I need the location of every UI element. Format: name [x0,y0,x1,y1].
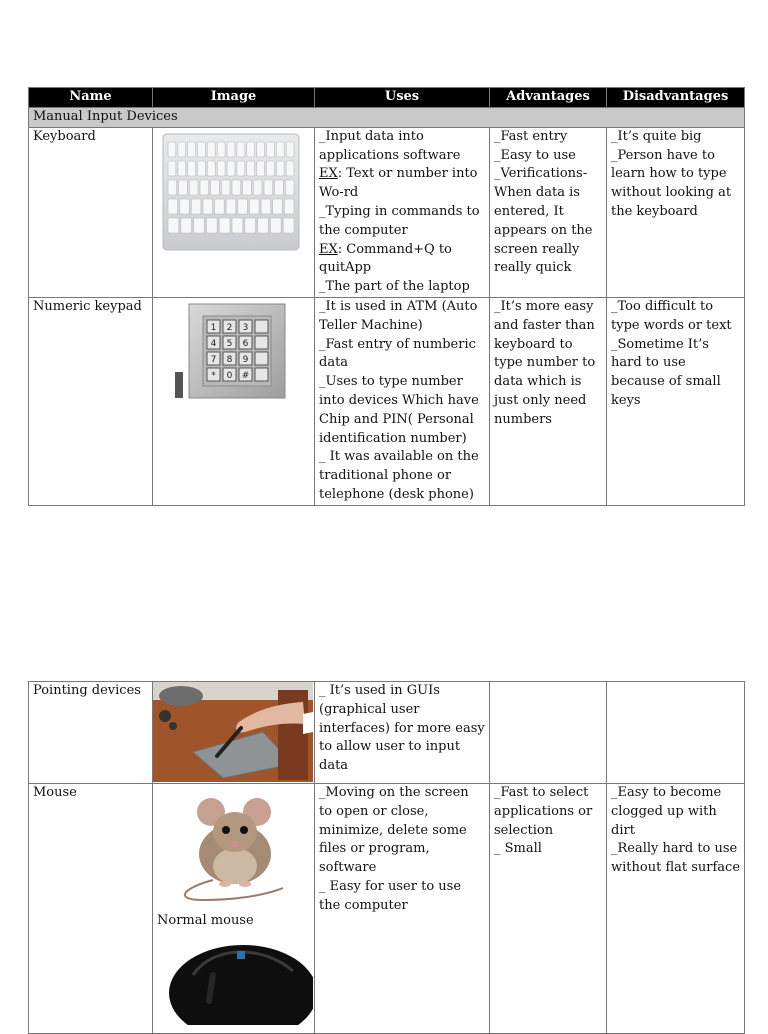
keypad-key-label: 9 [242,354,249,365]
advantage-line: _Fast entry [494,128,568,144]
advantage-line: _ Small [494,841,542,857]
keyboard-key [188,161,196,176]
header-uses: Uses [315,88,490,108]
keyboard-key [188,142,196,157]
keyboard-key [227,142,235,157]
keyboard-image [153,128,313,258]
keyboard-image-cell [153,127,315,297]
keypad-image-cell [153,297,315,505]
ex-label: EX [319,166,338,182]
keypad-key-label: 1 [210,322,217,333]
disadvantages-cell [607,682,745,784]
disadvantage-line: _Really hard to use without flat surface [611,841,741,876]
keyboard-key [257,161,265,176]
keyboard-key [168,218,179,233]
use-line: _The part of the laptop [319,279,470,295]
keyboard-key [276,161,284,176]
keyboard-key [191,199,201,214]
keyboard-key [232,180,241,195]
keyboard-key [273,199,283,214]
use-text: : Text or number into Wo-rd [319,166,478,201]
keyboard-key [275,180,284,195]
advantages-cell [490,784,607,1034]
image-caption: Normal mouse [157,913,254,928]
keyboard-key [258,218,269,233]
keypad-key-label: * [211,370,216,381]
keyboard-key [168,161,176,176]
header-image: Image [153,88,315,108]
row-name: Pointing devices [29,682,153,784]
use-line: _ Easy for user to use the computer [319,878,462,913]
table-row-numeric-keypad [29,297,745,505]
keypad-key [255,336,268,349]
advantages-cell [490,127,607,297]
keyboard-key [211,180,220,195]
keypad-key [255,352,268,365]
keyboard-key [237,142,245,157]
keyboard-key [168,142,176,157]
keyboard-key [179,180,188,195]
keyboard-key [226,199,236,214]
advantage-line: _Fast to select applications or selection [494,785,593,838]
keyboard-key [232,218,243,233]
keyboard-key [219,218,230,233]
keyboard-key [221,180,230,195]
category-label: Manual Input Devices [29,108,745,128]
keyboard-key [286,161,294,176]
keypad-key [255,368,268,381]
keyboard-key [215,199,225,214]
keyboard-key [178,142,186,157]
use-line: _ It’s used in GUIs (graphical user interfaces) for more easy to allow user to input data [319,683,485,774]
keypad-key-label: 8 [226,354,233,365]
keyboard-key [238,199,248,214]
use-line: _Typing in commands to the computer [319,203,480,238]
keyboard-key [249,199,259,214]
disadvantage-line: _Too difficult to type words or text [611,298,732,333]
keypad-key-label: 0 [226,370,233,381]
uses-cell [315,297,490,505]
disadvantage-line: _Person have to learn how to type without looking at the keyboard [611,147,732,219]
use-line [319,241,485,279]
keyboard-key [243,180,252,195]
advantage-line: _Verifications- When data is entered, It appears on the screen really really quick [494,166,593,276]
disadvantage-line: _Easy to become clogged up with dirt [611,785,722,838]
computer-mouse-image [153,935,313,1025]
disadvantages-cell [607,297,745,505]
pointing-image-cell [153,682,315,784]
keyboard-key [253,180,262,195]
use-line: _ It was available on the traditional phone or telephone (desk phone) [319,449,479,502]
uses-cell [315,682,490,784]
disadvantage-line: _Sometime It’s hard to use because of small keys [611,336,721,408]
advantages-cell [490,682,607,784]
use-text: : Command+Q to quitApp [319,241,452,276]
header-name: Name [29,88,153,108]
keyboard-key [276,142,284,157]
keyboard-key [194,218,205,233]
keypad-key-label: 6 [242,338,249,349]
use-line: _Moving on the screen to open or close, minimize, delete some files or program, software [319,785,469,876]
use-line [319,165,485,203]
advantages-cell [490,297,607,505]
keyboard-key [168,180,177,195]
keypad-image [153,298,313,408]
ex-label: EX [319,241,338,257]
keypad-key-label: 7 [210,354,217,365]
keyboard-key [286,142,294,157]
category-row [29,108,745,128]
keyboard-key [247,142,255,157]
table-row-pointing-devices [29,682,745,784]
keyboard-key [247,161,255,176]
row-name: Keyboard [29,127,153,297]
keyboard-key [227,161,235,176]
header-row [29,88,745,108]
keyboard-key [283,218,294,233]
keyboard-key [245,218,256,233]
header-advantages: Advantages [490,88,607,108]
keyboard-key [284,199,294,214]
disadvantages-cell [607,127,745,297]
keyboard-key [203,199,213,214]
keyboard-key [198,161,206,176]
keyboard-key [264,180,273,195]
keyboard-key [200,180,209,195]
table-row-mouse [29,784,745,1034]
keypad-key-label: 2 [226,322,233,333]
keyboard-key [207,142,215,157]
use-line: _Uses to type number into devices Which have Chip and PIN( Personal identification number) [319,374,479,446]
disadvantage-line: _It’s quite big [611,128,702,144]
use-line: _It is used in ATM (Auto Teller Machine) [319,298,478,333]
keyboard-key [217,142,225,157]
use-line: _Input data into applications software [319,128,461,163]
keypad-key-label: 3 [242,322,249,333]
use-line: _Fast entry of numberic data [319,336,476,371]
keyboard-key [198,142,206,157]
animal-mouse-image [153,788,313,906]
keyboard-key [168,199,178,214]
keyboard-key [237,161,245,176]
keypad-key-label: 4 [210,338,217,349]
keyboard-key [207,161,215,176]
keyboard-key [180,199,190,214]
keyboard-key [266,142,274,157]
keyboard-key [181,218,192,233]
table-row-keyboard [29,127,745,297]
keyboard-key [217,161,225,176]
keypad-key-label: 5 [226,338,233,349]
keyboard-key [285,180,294,195]
keyboard-key [257,142,265,157]
mouse-image-cell [153,784,315,1034]
keyboard-key [270,218,281,233]
keyboard-key [189,180,198,195]
graphics-tablet-image [153,682,313,782]
uses-cell [315,127,490,297]
header-disadvantages: Disadvantages [607,88,745,108]
keyboard-key [178,161,186,176]
row-name: Numeric keypad [29,297,153,505]
keypad-key-label: # [241,370,250,381]
advantage-line: _It’s more easy and faster than keyboard to type number to data which is just only need numbers [494,298,596,427]
uses-cell [315,784,490,1034]
keyboard-key [261,199,271,214]
row-name: Mouse [29,784,153,1034]
input-devices-table [28,87,745,506]
pointing-devices-table [28,681,745,1034]
advantage-line: _Easy to use [494,147,576,163]
keyboard-key [206,218,217,233]
keyboard-key [266,161,274,176]
keypad-key [255,320,268,333]
disadvantages-cell [607,784,745,1034]
